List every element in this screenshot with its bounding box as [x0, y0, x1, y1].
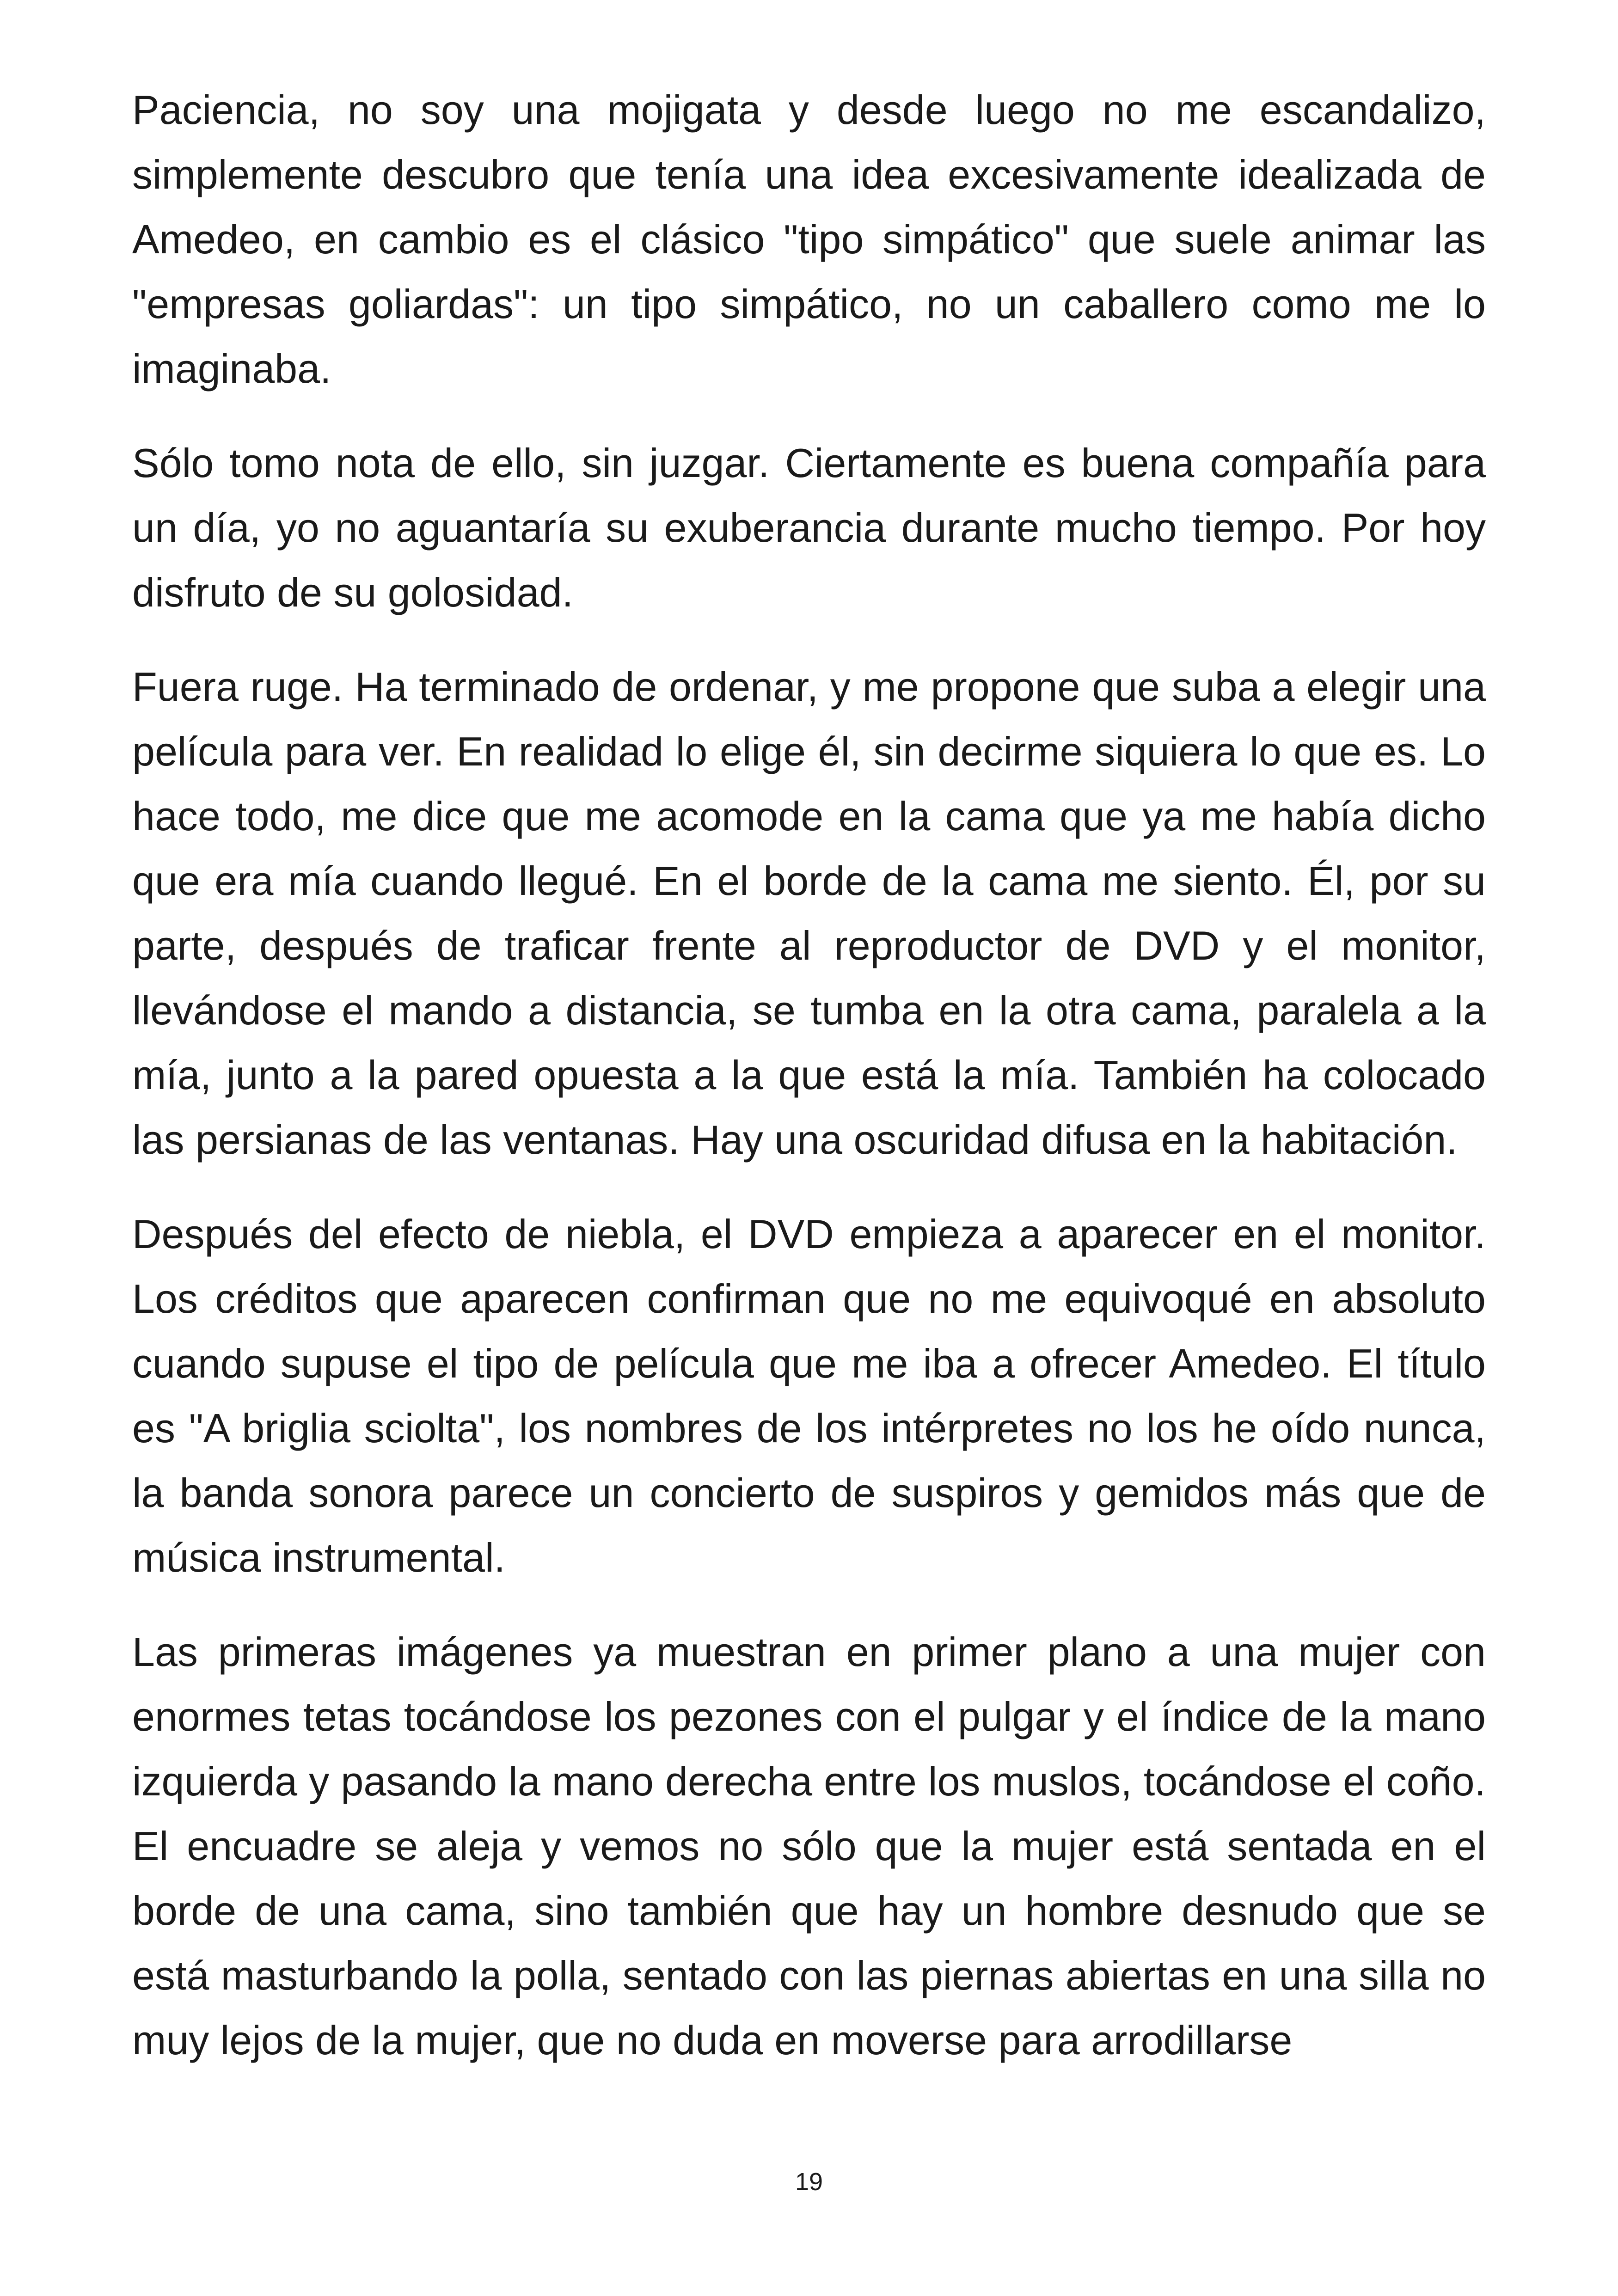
paragraph: Sólo tomo nota de ello, sin juzgar. Ciertamente es buena compañía para un día, yo no aguantaría su exuberancia durante mucho tiempo. Por hoy disfruto de su golosidad. [132, 440, 1486, 615]
paragraph: Después del efecto de niebla, el DVD empieza a aparecer en el monitor. Los créditos que aparecen confirman que no me equivoqué en absoluto cuando supuse el tipo de película que me iba a ofrecer Amedeo. El título es "A briglia sciolta", los nombres de los intérpretes no los he oído nunca, la banda sonora parece un concierto de suspiros y gemidos más que de música instrumental. [132, 1211, 1486, 1580]
paragraph: Paciencia, no soy una mojigata y desde luego no me escandalizo, simplemente descubro que tenía una idea excesivamente idealizada de Amedeo, en cambio es el clásico "tipo simpático" que suele animar las "empresas goliardas": un tipo simpático, no un caballero como me lo imaginaba. [132, 87, 1486, 392]
paragraph: Las primeras imágenes ya muestran en primer plano a una mujer con enormes tetas tocándose los pezones con el pulgar y el índice de la mano izquierda y pasando la mano derecha entre los muslos, tocándose el coño. El encuadre se aleja y vemos no sólo que la mujer está sentada en el borde de una cama, sino también que hay un hombre desnudo que se está masturbando la polla, sentado con las piernas abiertas en una silla no muy lejos de la mujer, que no duda en moverse para arrodillarse [132, 1629, 1486, 2063]
page-body [132, 78, 1486, 2073]
page-number: 19 [795, 2168, 823, 2196]
paragraph: Fuera ruge. Ha terminado de ordenar, y me propone que suba a elegir una película para ver. En realidad lo elige él, sin decirme siquiera lo que es. Lo hace todo, me dice que me acomode en la cama que ya me había dicho que era mía cuando llegué. En el borde de la cama me siento. Él, por su parte, después de traficar frente al reproductor de DVD y el monitor, llevándose el mando a distancia, se tumba en la otra cama, paralela a la mía, junto a la pared opuesta a la que está la mía. También ha colocado las persianas de las ventanas. Hay una oscuridad difusa en la habitación. [132, 664, 1486, 1163]
